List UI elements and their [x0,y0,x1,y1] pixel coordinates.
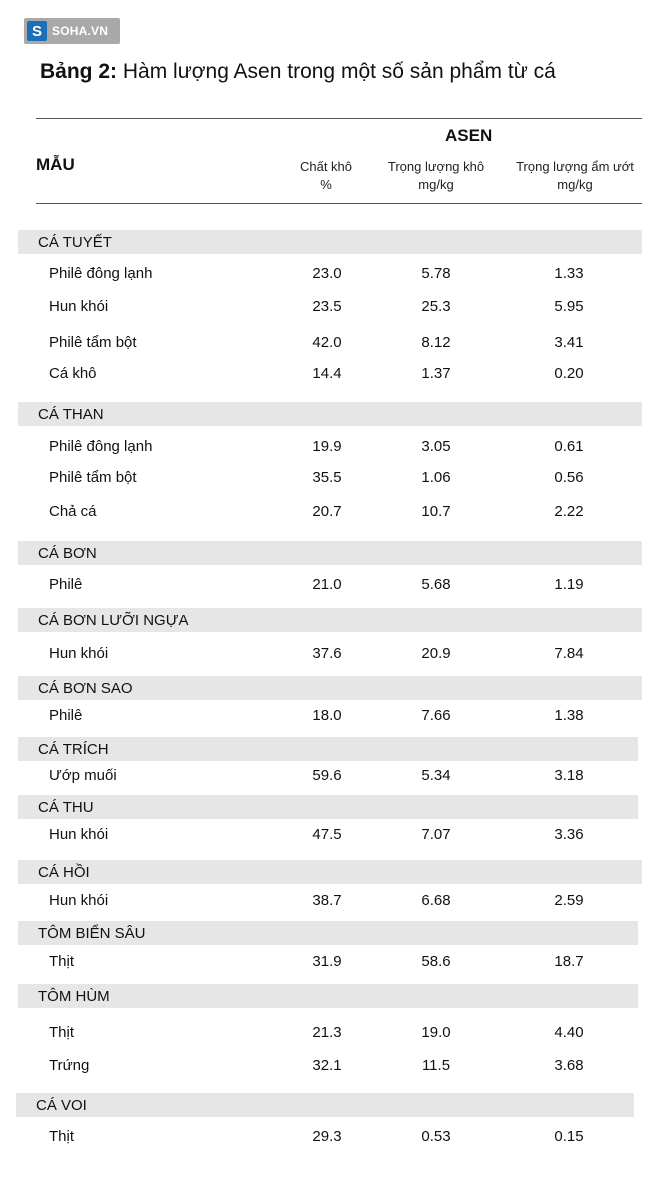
dry-weight-value: 6.68 [421,892,451,909]
dry-matter-value: 37.6 [312,645,342,662]
wet-weight-value: 3.68 [554,1057,584,1074]
sample-name: Hun khói [49,298,109,315]
table-row [0,645,660,667]
category-name: CÁ TUYẾT [38,234,112,251]
sample-name: Hun khói [49,645,109,662]
header-dry-weight [376,158,496,194]
dry-matter-value: 42.0 [312,334,342,351]
category-name: CÁ HỒI [38,864,90,881]
header-bottom-rule [36,203,642,204]
table-row [0,438,660,460]
dry-matter-value: 14.4 [312,365,342,382]
dry-weight-value: 3.05 [421,438,451,455]
sample-name: Thịt [49,1024,75,1041]
sample-name: Philê tẩm bột [49,469,137,486]
table-row [0,576,660,598]
header-wet-weight-label: Trọng lượng ẩm ướt [516,159,634,174]
header-sample: MẪU [36,155,75,174]
wet-weight-value: 3.36 [554,826,584,843]
category-header [18,230,642,254]
dry-weight-value: 0.53 [421,1128,451,1145]
wet-weight-value: 1.38 [554,707,584,724]
category-header [18,737,638,761]
dry-matter-value: 38.7 [312,892,342,909]
dry-matter-value: 59.6 [312,767,342,784]
sample-name: Hun khói [49,892,109,909]
table-row [0,953,660,975]
category-header [18,921,638,945]
dry-matter-value: 18.0 [312,707,342,724]
wet-weight-value: 0.15 [554,1128,584,1145]
sample-name: Philê [49,707,83,724]
sample-name: Thịt [49,1128,75,1145]
header-dry-matter [286,158,366,194]
wet-weight-value: 2.22 [554,503,584,520]
table-row [0,298,660,320]
dry-weight-value: 5.68 [421,576,451,593]
wet-weight-value: 3.18 [554,767,584,784]
logo-text: SOHA.VN [52,24,109,38]
sample-name: Cá khô [49,365,97,382]
category-name: CÁ THAN [38,406,104,423]
header-dry-weight-unit: mg/kg [418,177,454,192]
dry-weight-value: 5.78 [421,265,451,282]
header-wet-weight-unit: mg/kg [557,177,593,192]
wet-weight-value: 0.56 [554,469,584,486]
table-row [0,469,660,491]
header-dry-matter-label: Chất khô [299,159,353,174]
dry-matter-value: 47.5 [312,826,342,843]
dry-matter-value: 31.9 [312,953,342,970]
sample-name: Trứng [49,1057,90,1074]
dry-weight-value: 1.06 [421,469,451,486]
header-top-rule [36,118,642,119]
dry-weight-value: 7.66 [421,707,451,724]
dry-matter-value: 23.5 [312,298,342,315]
dry-weight-value: 58.6 [421,953,451,970]
dry-matter-value: 32.1 [312,1057,342,1074]
soha-s-icon: S [27,21,47,41]
header-asen: ASEN [445,126,493,145]
wet-weight-value: 1.19 [554,576,584,593]
sample-name: Philê đông lạnh [49,265,153,282]
wet-weight-value: 0.61 [554,438,584,455]
wet-weight-value: 0.20 [554,365,584,382]
wet-weight-value: 18.7 [554,953,584,970]
table-title-text: Hàm lượng Asen trong một số sản phẩm từ cá [117,60,556,83]
header-dry-weight-label: Trọng lượng khô [387,159,485,174]
dry-weight-value: 11.5 [421,1057,451,1074]
table-row [0,1057,660,1079]
dry-weight-value: 10.7 [421,503,451,520]
table-row [0,826,660,848]
table-row [0,503,660,525]
table-row [0,892,660,914]
category-header [18,541,642,565]
dry-matter-value: 29.3 [312,1128,342,1145]
wet-weight-value: 7.84 [554,645,584,662]
dry-matter-value: 19.9 [312,438,342,455]
sample-name: Hun khói [49,826,109,843]
sample-name: Thịt [49,953,75,970]
category-name: TÔM BIỂN SÂU [38,925,146,942]
category-header [18,984,638,1008]
category-name: CÁ BƠN [38,545,97,562]
table-row [0,767,660,789]
category-name: CÁ TRÍCH [38,741,109,758]
dry-weight-value: 25.3 [421,298,451,315]
category-header [18,608,642,632]
category-header [18,402,642,426]
dry-weight-value: 8.12 [421,334,451,351]
category-header [18,676,642,700]
table-title [40,60,556,84]
header-dry-matter-unit: % [320,177,332,192]
category-name: CÁ THU [38,799,94,816]
table-title-prefix: Bảng 2: [40,60,118,83]
category-name: CÁ BƠN LƯỠI NGỰA [38,612,189,629]
category-header [18,795,638,819]
wet-weight-value: 1.33 [554,265,584,282]
dry-matter-value: 35.5 [312,469,342,486]
table-row [0,334,660,356]
category-header [16,1093,634,1117]
header-wet-weight [505,158,645,194]
dry-matter-value: 23.0 [312,265,342,282]
wet-weight-value: 3.41 [554,334,584,351]
soha-logo[interactable] [24,18,120,44]
dry-weight-value: 19.0 [421,1024,451,1041]
wet-weight-value: 5.95 [554,298,584,315]
sample-name: Philê đông lạnh [49,438,153,455]
wet-weight-value: 4.40 [554,1024,584,1041]
wet-weight-value: 2.59 [554,892,584,909]
table-row [0,265,660,287]
table-row [0,1128,660,1150]
category-name: TÔM HÙM [38,988,110,1005]
dry-weight-value: 1.37 [421,365,451,382]
sample-name: Ướp muối [49,767,117,784]
table-row [0,1024,660,1046]
sample-name: Philê tẩm bột [49,334,137,351]
category-name: CÁ VOI [36,1097,87,1114]
sample-name: Philê [49,576,83,593]
dry-weight-value: 5.34 [421,767,451,784]
dry-matter-value: 21.0 [312,576,342,593]
dry-matter-value: 21.3 [312,1024,342,1041]
dry-matter-value: 20.7 [312,503,342,520]
dry-weight-value: 20.9 [421,645,451,662]
dry-weight-value: 7.07 [421,826,451,843]
table-row [0,365,660,387]
table-row [0,707,660,729]
sample-name: Chả cá [49,503,97,520]
category-header [18,860,642,884]
category-name: CÁ BƠN SAO [38,680,133,697]
